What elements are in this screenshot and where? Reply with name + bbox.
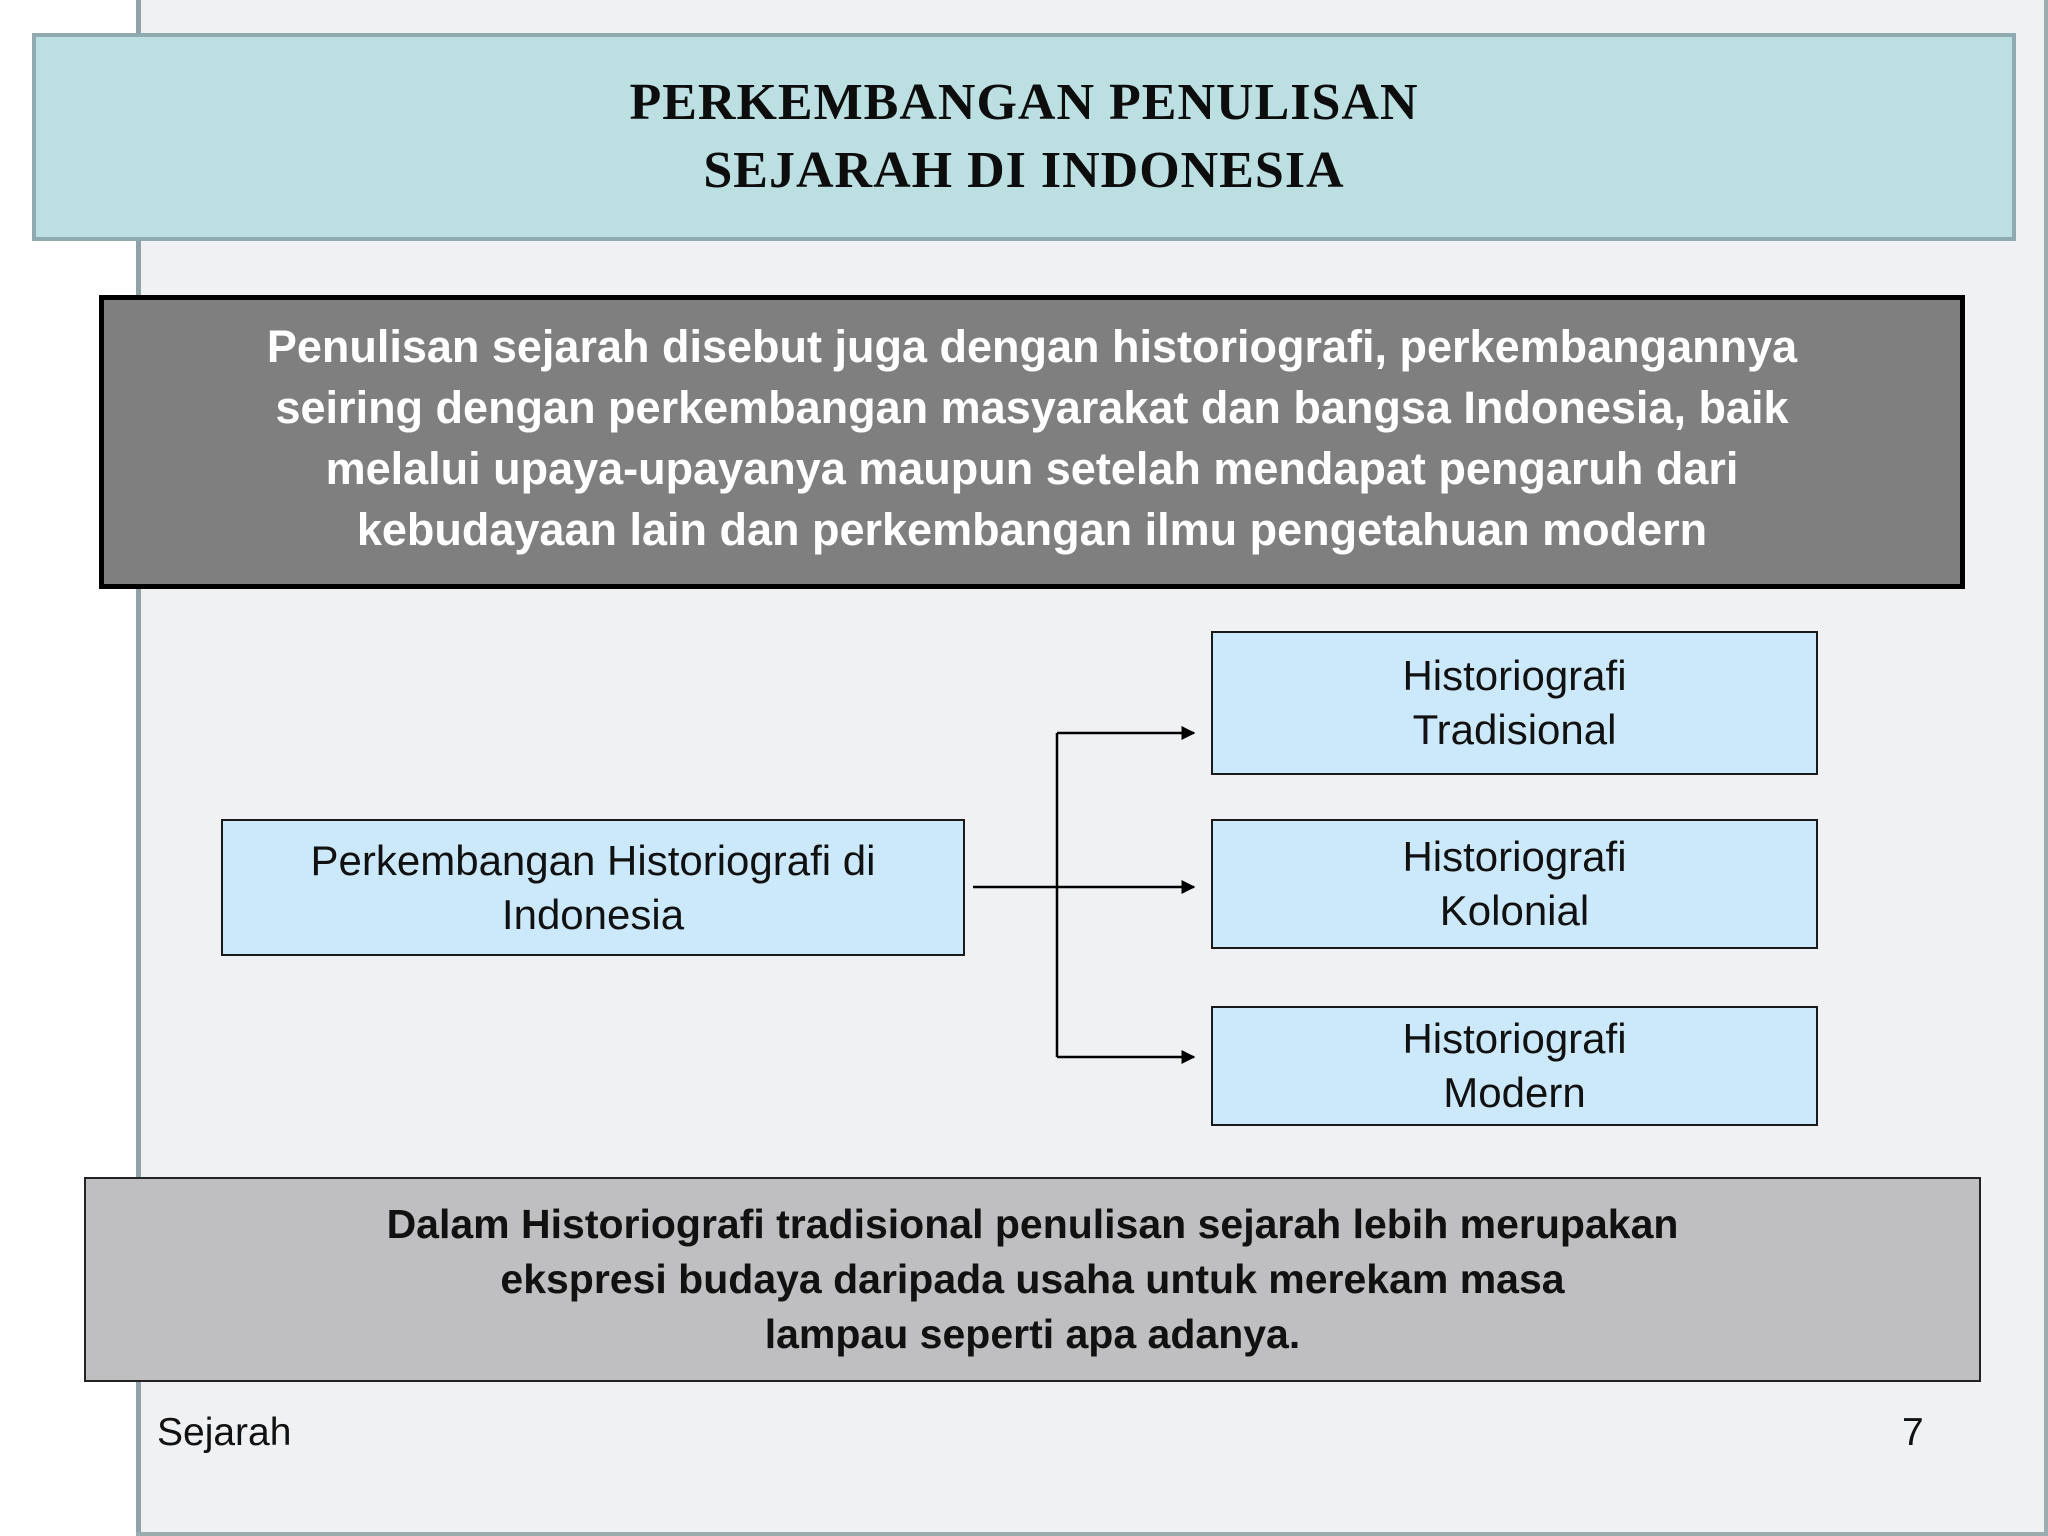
node-tradisional-line-2: Tradisional [1412,706,1617,753]
title-line-1: PERKEMBANGAN PENULISAN [629,74,1419,131]
note-text-box [84,1177,1981,1382]
node-root-line-1: Perkembangan Historiografi di [310,836,876,884]
node-root [221,819,965,956]
node-modern-line-2: Modern [1443,1069,1586,1116]
note-line-3: lampau seperti apa adanya. [764,1311,1301,1357]
title-line-2: SEJARAH DI INDONESIA [703,142,1345,199]
node-modern-line-1: Historiografi [1402,1015,1627,1062]
intro-line-4: kebudayaan lain dan perkembangan ilmu pengetahuan modern [356,504,1708,555]
intro-line-1: Penulisan sejarah disebut juga dengan historiografi, perkembangannya [266,321,1798,372]
note-line-1: Dalam Historiografi tradisional penulisan sejarah lebih merupakan [386,1201,1679,1247]
intro-line-3: melalui upaya-upayanya maupun setelah mendapat pengaruh dari [325,443,1739,494]
node-tradisional [1211,631,1818,775]
node-kolonial [1211,819,1818,949]
note-line-2: ekspresi budaya daripada usaha untuk merekam masa [500,1256,1565,1302]
footer-label: Sejarah [157,1411,292,1454]
node-root-line-2: Indonesia [501,890,685,938]
page-number: 7 [1902,1411,1924,1454]
intro-line-2: seiring dengan perkembangan masyarakat dan bangsa Indonesia, baik [275,382,1789,433]
node-tradisional-line-1: Historiografi [1402,652,1627,699]
node-kolonial-line-2: Kolonial [1439,887,1590,934]
node-modern [1211,1006,1818,1126]
node-kolonial-line-1: Historiografi [1402,833,1627,880]
